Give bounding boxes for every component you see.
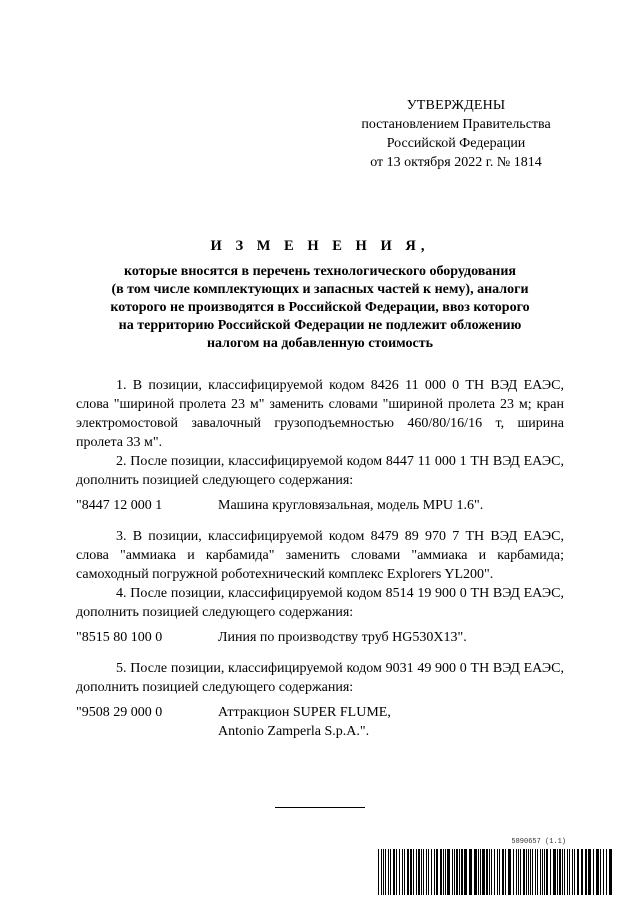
item-3-paragraph: 3. В позиции, классифицируемой кодом 8479 89 970 7 ТН ВЭД ЕАЭС, слова "аммиака и карбамида" заменить словами "аммиака и карбамида; самоходный погружной роботехнический комплекс Explorers YL200". [76, 529, 564, 582]
approval-block [340, 96, 572, 172]
approval-line-1: постановлением Правительства [361, 117, 551, 132]
item-5-entry-code: "9508 29 000 0 [76, 705, 163, 720]
approval-title: УТВЕРЖДЕНЫ [406, 98, 506, 113]
heading-line-2: (в том числе комплектующих и запасных частей к нему), аналоги [111, 282, 529, 297]
barcode-block [376, 838, 616, 895]
document-heading [60, 238, 580, 353]
heading-title: И З М Е Н Е Н И Я, [210, 238, 430, 254]
item-5-entry-description-line-1: Аттракцион SUPER FLUME, [218, 705, 391, 720]
item-2-entry-code: "8447 12 000 1 [76, 498, 163, 513]
heading-line-1: которые вносятся в перечень технологического оборудования [123, 264, 517, 279]
barcode-image [376, 849, 616, 895]
heading-line-5: налогом на добавленную стоимость [206, 336, 434, 351]
item-5-entry-description [218, 703, 564, 741]
item-2-paragraph: 2. После позиции, классифицируемой кодом 8447 11 000 1 ТН ВЭД ЕАЭС, дополнить позицией следующего содержания: [76, 454, 564, 488]
item-2-entry [76, 496, 564, 515]
item-4-entry [76, 628, 564, 647]
heading-line-4: на территорию Российской Федерации не подлежит обложению [118, 318, 522, 333]
item-5-entry-description-line-2: Antonio Zamperla S.p.A.". [218, 724, 370, 739]
document-body [76, 376, 564, 741]
approval-line-2: Российской Федерации [386, 136, 526, 151]
item-4-paragraph: 4. После позиции, классифицируемой кодом 8514 19 900 0 ТН ВЭД ЕАЭС, дополнить позицией следующего содержания: [76, 586, 564, 620]
heading-line-3: которого не производятся в Российской Федерации, ввоз которого [110, 300, 530, 315]
item-5-entry [76, 703, 564, 741]
item-4-entry-code: "8515 80 100 0 [76, 630, 163, 645]
item-2-entry-description: Машина кругловязальная, модель MPU 1.6". [218, 498, 484, 513]
barcode-caption: 5890657 (1.1) [511, 838, 566, 846]
item-4-entry-description: Линия по производству труб HG530X13". [218, 630, 467, 645]
item-1-paragraph: 1. В позиции, классифицируемой кодом 8426 11 000 0 ТН ВЭД ЕАЭС, слова "шириной пролета 23 м" заменить словами "шириной пролета 23 м; кран электромостовой завалочный грузоподъемностью 460/80/16/16 т, ширина пролета 33 м". [76, 378, 564, 450]
item-5-paragraph: 5. После позиции, классифицируемой кодом 9031 49 900 0 ТН ВЭД ЕАЭС, дополнить позицией следующего содержания: [76, 661, 564, 695]
approval-line-3: от 13 октября 2022 г. № 1814 [370, 155, 542, 170]
closing-rule [275, 807, 365, 808]
